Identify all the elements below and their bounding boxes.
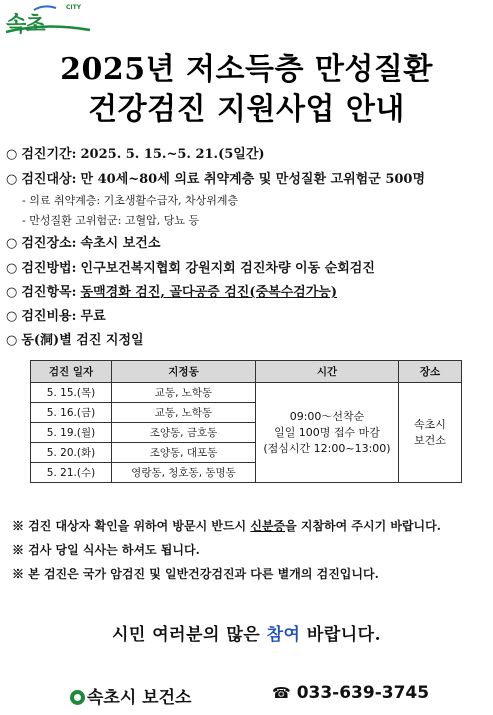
note-id-card: ※ 검진 대상자 확인을 위하여 방문시 반드시 신분증을 지참하여 주시기 바랍니다. — [12, 519, 441, 533]
circle-bullet-icon: ○ — [6, 261, 18, 276]
page-title-line2: 건강검진 지원사업 안내 — [88, 92, 405, 127]
info-target: ○ 검진대상: 만 40세~80세 의료 취약계층 및 만성질환 고위험군 500명 — [6, 172, 426, 187]
info-target-sub2: - 만성질환 고위험군: 고혈압, 당뇨 등 — [22, 214, 200, 227]
note-meal: ※ 검사 당일 식사는 하셔도 됩니다. — [12, 543, 200, 557]
cell-date: 5. 19.(월) — [31, 423, 112, 443]
cell-date: 5. 15.(목) — [31, 383, 112, 403]
info-cost: ○ 검진비용: 무료 — [6, 309, 106, 324]
info-place: ○ 검진장소: 속초시 보건소 — [6, 236, 161, 251]
circle-bullet-icon: ○ — [6, 285, 18, 300]
circle-bullet-icon: ○ — [6, 236, 18, 251]
info-dong: ○ 동(洞)별 검진 지정일 — [6, 333, 144, 348]
note-separate: ※ 본 검진은 국가 암검진 및 일반건강검진과 다른 별개의 검진입니다. — [12, 567, 379, 581]
cell-date: 5. 21.(수) — [31, 463, 112, 483]
circle-bullet-icon: ○ — [6, 172, 18, 187]
health-center-icon — [70, 690, 85, 705]
circle-bullet-icon: ○ — [6, 309, 18, 324]
info-period: ○ 검진기간: 2025. 5. 15.~5. 21.(5일간) — [6, 147, 265, 162]
circle-bullet-icon: ○ — [6, 147, 18, 162]
circle-bullet-icon: ○ — [6, 333, 18, 348]
header-date: 검진 일자 — [31, 361, 112, 383]
logo-city-label: CITY — [66, 4, 82, 11]
cell-date: 5. 20.(화) — [31, 443, 112, 463]
logo-text: 속초 — [6, 12, 45, 36]
phone-icon: ☎ — [272, 684, 291, 702]
cell-time: 09:00～선착순 일일 100명 접수 마감 (점심시간 12:00~13:00) — [256, 383, 399, 483]
cell-place: 속초시 보건소 — [399, 383, 462, 483]
header-place: 장소 — [399, 361, 462, 383]
cell-dong: 교동, 노학동 — [112, 383, 256, 403]
info-method: ○ 검진방법: 인구보건복지협회 강원지회 검진차량 이동 순회검진 — [6, 261, 375, 276]
cell-dong: 교동, 노학동 — [112, 403, 256, 423]
page-title-line1: 2025년 저소득층 만성질환 — [60, 52, 433, 87]
city-logo — [4, 2, 94, 36]
cell-date: 5. 16.(금) — [31, 403, 112, 423]
cell-dong: 조양동, 금호동 — [112, 423, 256, 443]
footer-org: 속초시 보건소 — [70, 683, 191, 708]
info-items: ○ 검진항목: 동맥경화 검진, 골다공증 검진(중복수검가능) — [6, 285, 337, 300]
info-target-sub1: - 의료 취약계층: 기초생활수급자, 차상위계층 — [22, 194, 239, 207]
header-dong: 지정동 — [112, 361, 256, 383]
header-time: 시간 — [256, 361, 399, 383]
footer-phone: ☎ 033-639-3745 — [272, 683, 430, 703]
schedule-table — [30, 360, 462, 483]
table-row — [31, 383, 462, 403]
cell-dong: 조양동, 대포동 — [112, 443, 256, 463]
cell-dong: 영랑동, 청호동, 동명동 — [112, 463, 256, 483]
table-header-row — [31, 361, 462, 383]
participation-appeal: 시민 여러분의 많은 참여 바랍니다. — [111, 625, 382, 645]
